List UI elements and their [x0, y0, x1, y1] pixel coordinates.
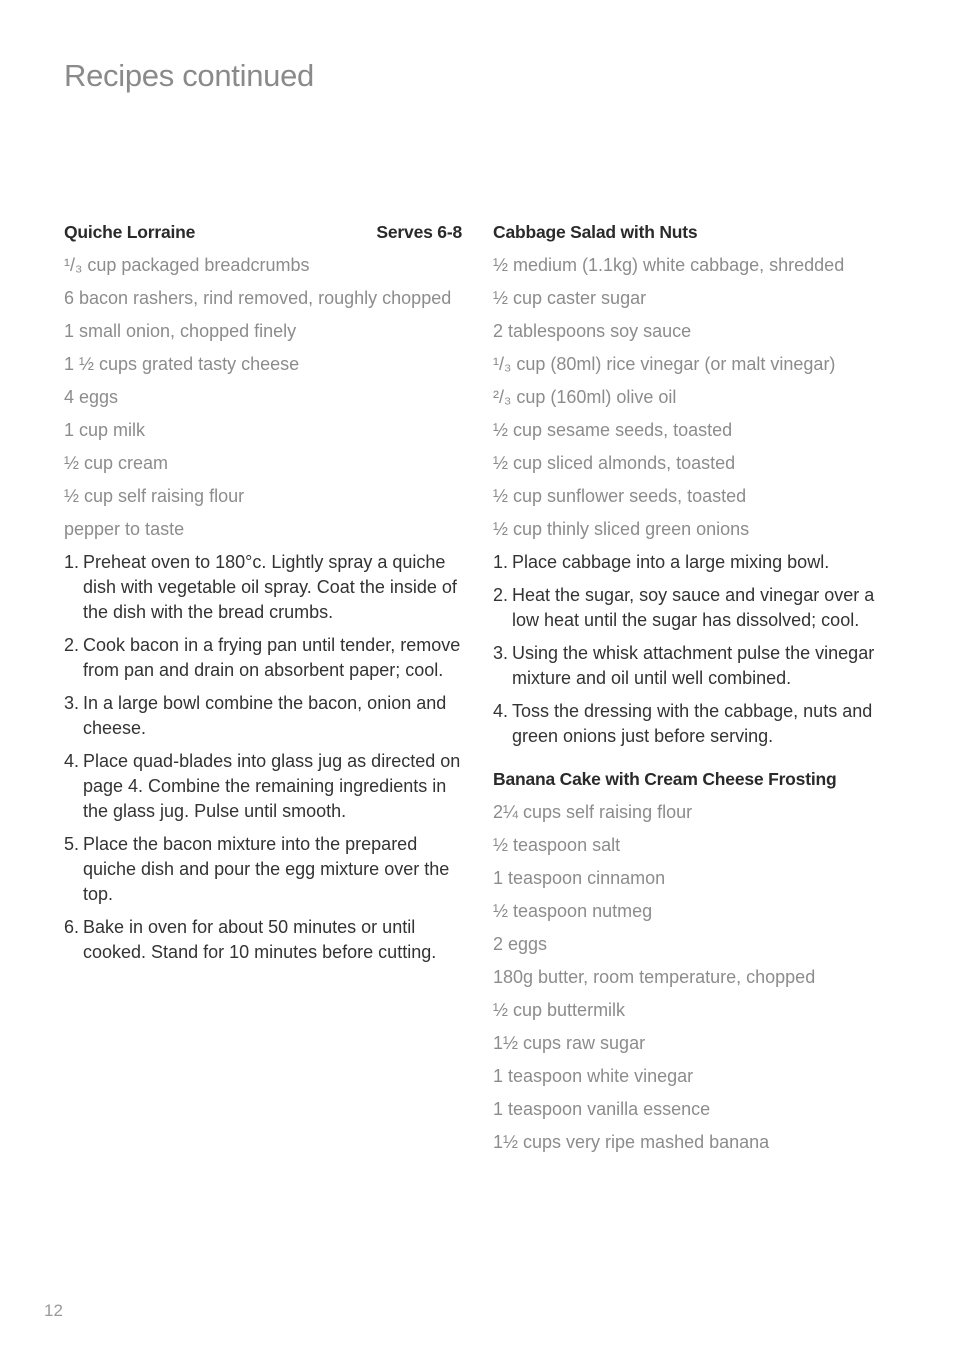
ingredient-item: ½ cup thinly sliced green onions: [493, 519, 750, 539]
method-step: [64, 832, 462, 907]
method-step: [64, 915, 462, 965]
ingredient-item: 1 teaspoon cinnamon: [493, 868, 666, 888]
ingredient-item: ½ cup caster sugar: [493, 288, 647, 308]
ingredient-item: ½ teaspoon salt: [493, 835, 621, 855]
page-number: 12: [44, 1301, 63, 1320]
step-text: Place quad-blades into glass jug as directed on page 4. Combine the remaining ingredients in the glass jug. Pulse until smooth.: [83, 751, 461, 821]
ingredient-item: 180g butter, room temperature, chopped: [493, 967, 816, 987]
ingredient-item: 1½ cups raw sugar: [493, 1033, 646, 1053]
step-text: Cook bacon in a frying pan until tender, remove from pan and drain on absorbent paper; cool.: [83, 635, 461, 680]
ingredient-item: 1 small onion, chopped finely: [64, 321, 297, 341]
step-number: 3.: [64, 693, 80, 713]
step-text: Preheat oven to 180°c. Lightly spray a quiche dish with vegetable oil spray. Coat the inside of the dish with the bread crumbs.: [83, 552, 457, 622]
method-steps: [64, 550, 462, 965]
recipe-heading: [64, 222, 462, 243]
ingredient-item: 1 teaspoon white vinegar: [493, 1066, 694, 1086]
ingredient-item: ½ teaspoon nutmeg: [493, 901, 653, 921]
ingredient-list: [493, 800, 893, 1155]
ingredient-item: ½ medium (1.1kg) white cabbage, shredded: [493, 255, 845, 275]
step-number: 5.: [64, 834, 80, 854]
ingredient-item: 1 ½ cups grated tasty cheese: [64, 354, 300, 374]
method-step: [64, 633, 462, 683]
page-title: Recipes continued: [64, 58, 314, 93]
step-text: Place cabbage into a large mixing bowl.: [512, 552, 830, 572]
step-text: Using the whisk attachment pulse the vinegar mixture and oil until well combined.: [512, 643, 875, 688]
ingredient-item: ½ cup cream: [64, 453, 169, 473]
ingredient-list: [64, 253, 462, 542]
method-step: [64, 691, 462, 741]
step-number: 4.: [493, 701, 509, 721]
ingredient-item: ½ cup sliced almonds, toasted: [493, 453, 736, 473]
step-number: 4.: [64, 751, 80, 771]
ingredient-item: 2 tablespoons soy sauce: [493, 321, 692, 341]
ingredient-item: 1½ cups very ripe mashed banana: [493, 1132, 770, 1152]
step-text: In a large bowl combine the bacon, onion and cheese.: [83, 693, 447, 738]
method-step: [64, 749, 462, 824]
step-number: 6.: [64, 917, 80, 937]
step-number: 1.: [64, 552, 80, 572]
method-step: [493, 550, 893, 575]
ingredient-item: ½ cup self raising flour: [64, 486, 245, 506]
step-text: Place the bacon mixture into the prepared quiche dish and pour the egg mixture over the top.: [83, 834, 450, 904]
step-text: Heat the sugar, soy sauce and vinegar over a low heat until the sugar has dissolved; cool.: [512, 585, 875, 630]
step-text: Bake in oven for about 50 minutes or until cooked. Stand for 10 minutes before cutting.: [83, 917, 437, 962]
step-number: 2.: [493, 585, 509, 605]
ingredient-item: 1 cup milk: [64, 420, 146, 440]
ingredient-item: ¹/₃ cup (80ml) rice vinegar (or malt vinegar): [493, 354, 836, 374]
recipe-heading: [493, 222, 893, 243]
recipe-title: Quiche Lorraine: [64, 222, 196, 242]
ingredient-item: 2 eggs: [493, 934, 548, 954]
serves-label: Serves 6-8: [376, 222, 462, 242]
recipe-title: Banana Cake with Cream Cheese Frosting: [493, 769, 837, 789]
ingredient-item: ½ cup sesame seeds, toasted: [493, 420, 733, 440]
method-steps: [493, 550, 893, 749]
method-step: [493, 699, 893, 749]
ingredient-item: 6 bacon rashers, rind removed, roughly chopped: [64, 288, 452, 308]
step-text: Toss the dressing with the cabbage, nuts and green onions just before serving.: [512, 701, 873, 746]
right-column: [493, 222, 893, 1163]
cabbage-salad-recipe: [493, 222, 893, 749]
method-step: [493, 583, 893, 633]
ingredient-item: 4 eggs: [64, 387, 119, 407]
recipe-heading: [493, 769, 893, 790]
ingredient-item: ¹/₃ cup packaged breadcrumbs: [64, 255, 310, 275]
ingredient-item: ²/₃ cup (160ml) olive oil: [493, 387, 677, 407]
ingredient-item: pepper to taste: [64, 519, 185, 539]
step-number: 2.: [64, 635, 80, 655]
ingredient-item: ½ cup sunflower seeds, toasted: [493, 486, 747, 506]
ingredient-item: 2¼ cups self raising flour: [493, 802, 693, 822]
quiche-lorraine-recipe: [64, 222, 462, 973]
ingredient-item: ½ cup buttermilk: [493, 1000, 626, 1020]
method-step: [493, 641, 893, 691]
recipe-title: Cabbage Salad with Nuts: [493, 222, 698, 242]
step-number: 1.: [493, 552, 509, 572]
method-step: [64, 550, 462, 625]
ingredient-item: 1 teaspoon vanilla essence: [493, 1099, 711, 1119]
step-number: 3.: [493, 643, 509, 663]
ingredient-list: [493, 253, 893, 542]
banana-cake-recipe: [493, 769, 893, 1155]
